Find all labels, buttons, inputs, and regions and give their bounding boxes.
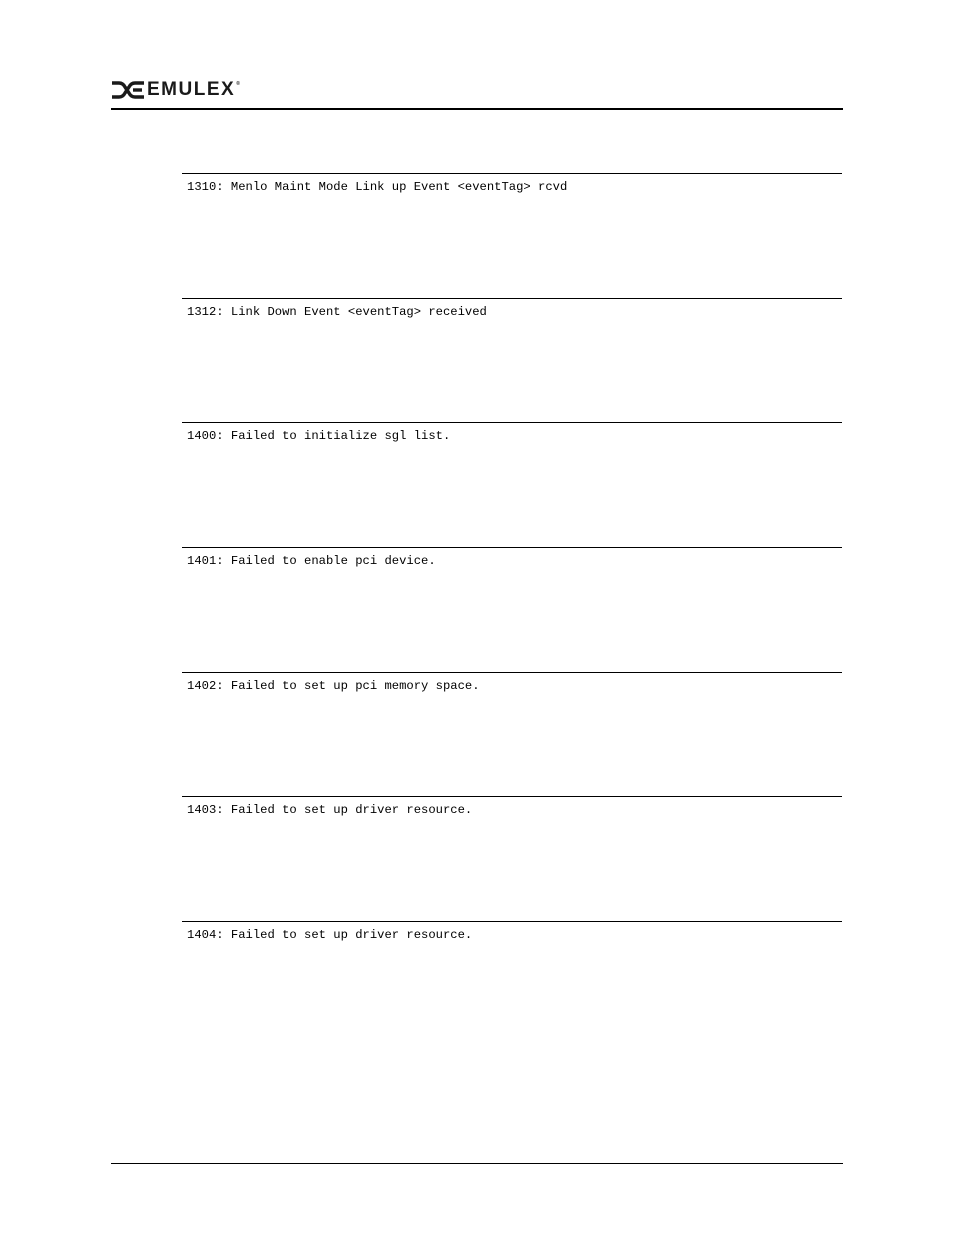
footer-divider	[111, 1163, 843, 1164]
message-list	[182, 173, 842, 1046]
message-row	[182, 298, 842, 423]
emulex-logo-icon	[111, 81, 145, 99]
message-text: 1404: Failed to set up driver resource.	[187, 928, 473, 943]
message-text: 1403: Failed to set up driver resource.	[187, 803, 473, 818]
emulex-logo	[111, 79, 241, 101]
trademark-symbol: ®	[236, 81, 242, 87]
message-text: 1401: Failed to enable pci device.	[187, 554, 436, 569]
message-row	[182, 672, 842, 797]
message-row	[182, 796, 842, 921]
message-row	[182, 921, 842, 1046]
message-row	[182, 547, 842, 672]
page-header	[111, 79, 843, 109]
message-text: 1312: Link Down Event <eventTag> received	[187, 304, 487, 319]
message-row	[182, 173, 842, 298]
logo-wordmark: EMULEX®	[147, 79, 242, 100]
message-text: 1310: Menlo Maint Mode Link up Event <eventTag> rcvd	[187, 180, 568, 194]
message-row	[182, 422, 842, 547]
message-text: 1400: Failed to initialize sgl list.	[187, 429, 451, 444]
message-text: 1402: Failed to set up pci memory space.	[187, 678, 480, 693]
header-divider	[111, 108, 843, 110]
